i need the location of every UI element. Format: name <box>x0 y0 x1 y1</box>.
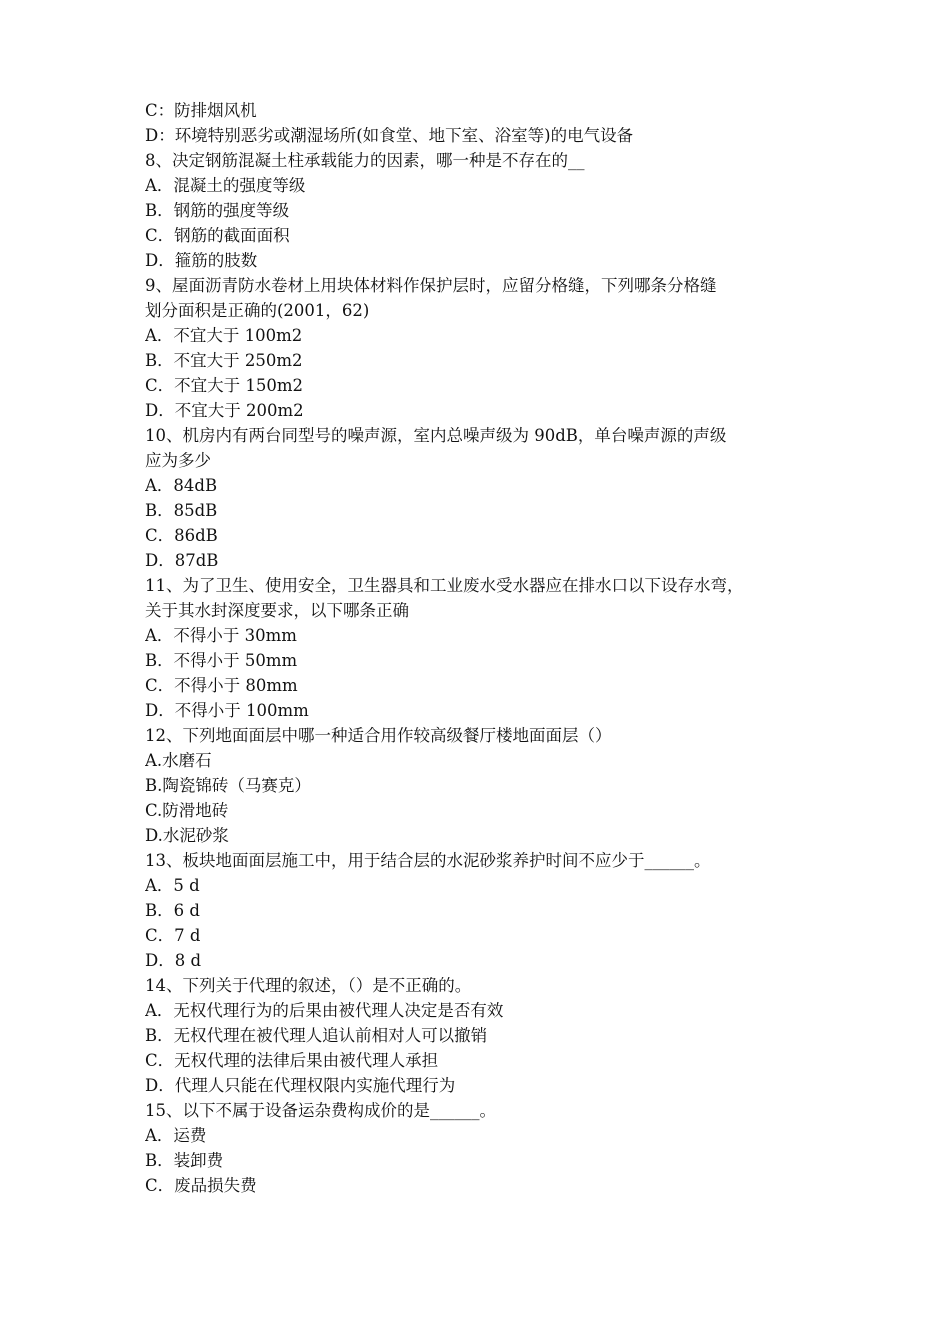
option-line: B．不宜大于 250m2 <box>145 351 303 370</box>
option-line: A．混凝土的强度等级 <box>145 176 306 195</box>
question-10: 10、机房内有两台同型号的噪声源，室内总噪声级为 90dB，单台噪声源的声级 <box>145 426 727 445</box>
option-line: D．不得小于 100mm <box>145 701 309 720</box>
option-line: C．废品损失费 <box>145 1176 257 1195</box>
option-line: B．无权代理在被代理人追认前相对人可以撤销 <box>145 1026 488 1045</box>
text-line: C：防排烟风机 <box>145 101 257 120</box>
option-line: D.水泥砂浆 <box>145 826 229 845</box>
question-9-continued: 划分面积是正确的(2001，62) <box>145 301 370 320</box>
option-line: A．运费 <box>145 1126 207 1145</box>
option-line: C．不得小于 80mm <box>145 676 298 695</box>
option-line: B．装卸费 <box>145 1151 224 1170</box>
option-line: C.防滑地砖 <box>145 801 229 820</box>
question-12: 12、下列地面面层中哪一种适合用作较高级餐厅楼地面面层（） <box>145 726 612 745</box>
question-10-continued: 应为多少 <box>145 451 211 470</box>
question-14: 14、下列关于代理的叙述，（）是不正确的。 <box>145 976 472 995</box>
question-9: 9、屋面沥青防水卷材上用块体材料作保护层时，应留分格缝，下列哪条分格缝 <box>145 276 717 295</box>
option-line: D．代理人只能在代理权限内实施代理行为 <box>145 1076 456 1095</box>
option-line: C．无权代理的法律后果由被代理人承担 <box>145 1051 439 1070</box>
option-line: D．不宜大于 200m2 <box>145 401 304 420</box>
option-line: A．不得小于 30mm <box>145 626 297 645</box>
option-line: B．85dB <box>145 501 218 520</box>
option-line: B．不得小于 50mm <box>145 651 298 670</box>
option-line: C．钢筋的截面面积 <box>145 226 290 245</box>
option-line: D．箍筋的肢数 <box>145 251 258 270</box>
question-8: 8、决定钢筋混凝土柱承载能力的因素，哪一种是不存在的__ <box>145 151 585 170</box>
option-line: C．不宜大于 150m2 <box>145 376 304 395</box>
text-line: D：环境特别恶劣或潮湿场所(如食堂、地下室、浴室等)的电气设备 <box>145 126 634 145</box>
question-11-continued: 关于其水封深度要求，以下哪条正确 <box>145 601 409 620</box>
option-line: D．87dB <box>145 551 219 570</box>
option-line: C．7 d <box>145 926 201 945</box>
option-line: A．不宜大于 100m2 <box>145 326 303 345</box>
option-line: A.水磨石 <box>145 751 212 770</box>
option-line: A．无权代理行为的后果由被代理人决定是否有效 <box>145 1001 504 1020</box>
option-line: C．86dB <box>145 526 218 545</box>
document-page <box>145 98 810 1198</box>
option-line: D．8 d <box>145 951 202 970</box>
option-line: B．6 d <box>145 901 200 920</box>
option-line: A．84dB <box>145 476 218 495</box>
option-line: A．5 d <box>145 876 200 895</box>
question-13: 13、板块地面面层施工中，用于结合层的水泥砂浆养护时间不应少于______。 <box>145 851 711 870</box>
question-15: 15、以下不属于设备运杂费构成价的是______。 <box>145 1101 496 1120</box>
question-11: 11、为了卫生、使用安全，卫生器具和工业废水受水器应在排水口以下设存水弯， <box>145 576 744 595</box>
option-line: B．钢筋的强度等级 <box>145 201 290 220</box>
option-line: B.陶瓷锦砖（马赛克） <box>145 776 311 795</box>
